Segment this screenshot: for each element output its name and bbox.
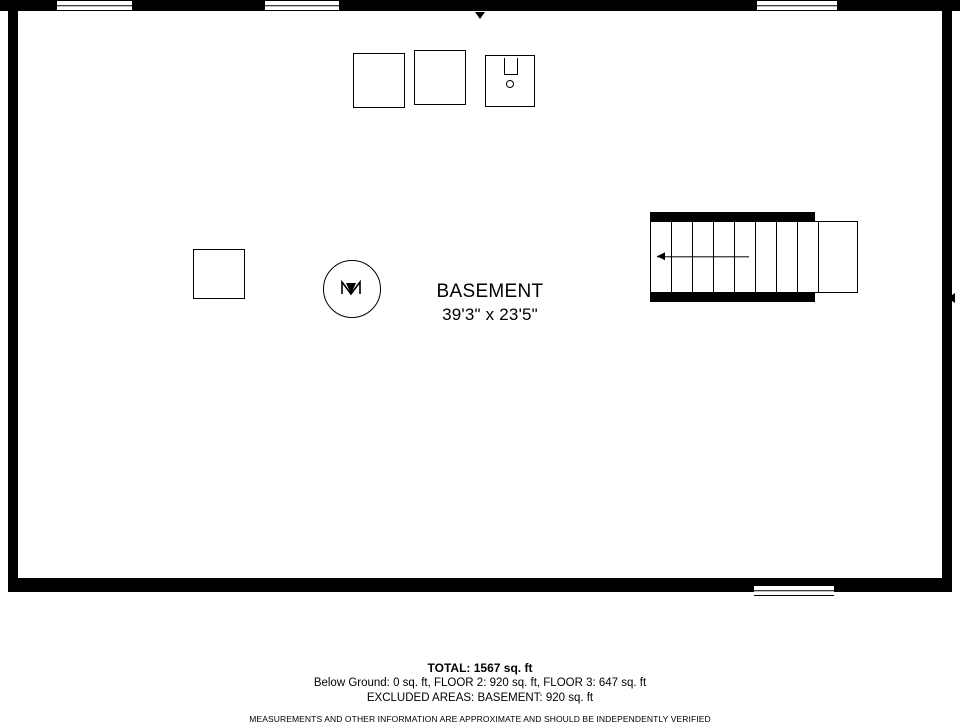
dimension-marker-left	[9, 293, 16, 303]
footer-excluded: EXCLUDED AREAS: BASEMENT: 920 sq. ft	[366, 692, 594, 704]
footer-breakdown: Below Ground: 0 sq. ft, FLOOR 2: 920 sq. ft, FLOOR 3: 647 sq. ft	[313, 677, 647, 689]
footer-disclaimer: MEASUREMENTS AND OTHER INFORMATION ARE APPROXIMATE AND SHOULD BE INDEPENDENTLY VERIFIED	[249, 714, 711, 724]
left-arrow-icon	[657, 256, 749, 257]
footer	[0, 660, 960, 726]
water-heater-fixture	[414, 50, 466, 105]
furnace-fixture	[353, 53, 405, 108]
window-bottom-right	[754, 585, 834, 596]
window-mullion	[57, 5, 132, 7]
dimension-marker-top	[475, 12, 485, 19]
stair-treads	[650, 221, 858, 293]
window-mullion	[265, 5, 339, 7]
room-name: BASEMENT	[436, 281, 544, 302]
staircase	[650, 212, 858, 302]
window-top-left	[57, 0, 132, 11]
stair-wall-bottom	[650, 293, 815, 302]
window-mullion	[754, 590, 834, 592]
window-top-right	[757, 0, 837, 11]
support-column-fixture	[193, 249, 245, 299]
room-label	[400, 280, 580, 326]
room-dimensions: 39'3" x 23'5"	[442, 305, 538, 324]
dimension-marker-right	[948, 293, 955, 303]
north-indicator-icon	[323, 260, 381, 318]
dimension-marker-bottom	[475, 578, 485, 585]
sink-basin-icon	[504, 58, 518, 75]
window-mullion	[757, 5, 837, 7]
stair-wall-top	[650, 212, 815, 221]
window-top-center	[265, 0, 339, 11]
sink-drain-icon	[506, 80, 514, 88]
footer-total: TOTAL: 1567 sq. ft	[427, 661, 533, 675]
